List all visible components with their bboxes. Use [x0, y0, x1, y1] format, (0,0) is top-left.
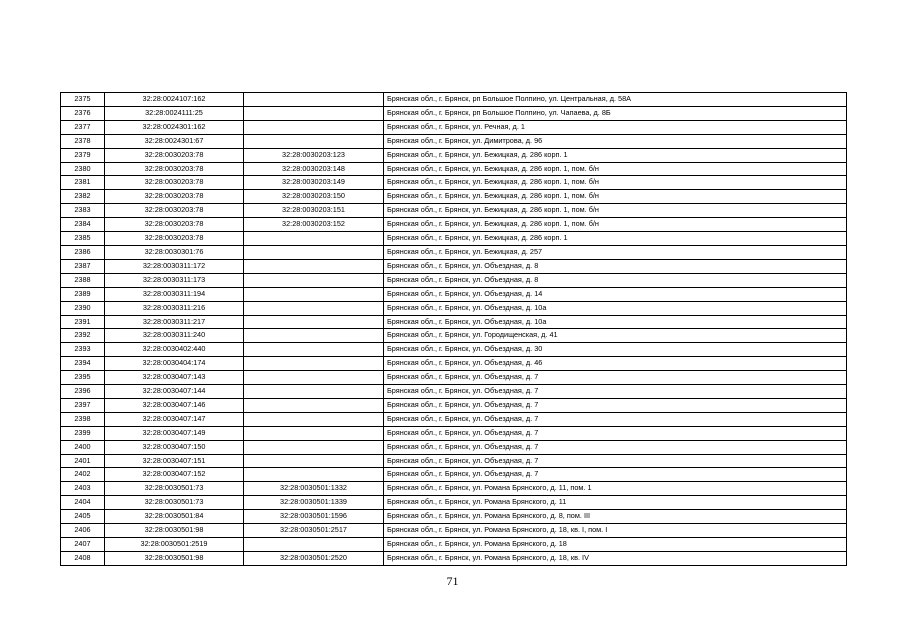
- row-number-cell: 2387: [61, 259, 105, 273]
- land-cadastral-number-cell: 32:28:0030203:78: [105, 190, 244, 204]
- table-row: [61, 232, 847, 246]
- land-cadastral-number-cell: 32:28:0030407:152: [105, 468, 244, 482]
- register-table-body: [61, 93, 847, 566]
- row-number-cell: 2396: [61, 385, 105, 399]
- object-cadastral-number-cell: [244, 106, 384, 120]
- object-cadastral-number-cell: [244, 538, 384, 552]
- row-number-cell: 2399: [61, 426, 105, 440]
- address-cell: Брянская обл., г. Брянск, ул. Объездная, д. 10а: [384, 315, 847, 329]
- land-cadastral-number-cell: 32:28:0030203:78: [105, 218, 244, 232]
- object-cadastral-number-cell: 32:28:0030203:149: [244, 176, 384, 190]
- address-cell: Брянская обл., г. Брянск, ул. Бежицкая, д. 286 корп. 1, пом. б/н: [384, 190, 847, 204]
- land-cadastral-number-cell: 32:28:0030501:98: [105, 551, 244, 565]
- land-cadastral-number-cell: 32:28:0030311:216: [105, 301, 244, 315]
- land-cadastral-number-cell: 32:28:0030501:73: [105, 496, 244, 510]
- land-cadastral-number-cell: 32:28:0030301:76: [105, 245, 244, 259]
- object-cadastral-number-cell: [244, 301, 384, 315]
- object-cadastral-number-cell: [244, 93, 384, 107]
- land-cadastral-number-cell: 32:28:0030402:440: [105, 343, 244, 357]
- land-cadastral-number-cell: 32:28:0030404:174: [105, 357, 244, 371]
- land-cadastral-number-cell: 32:28:0030203:78: [105, 232, 244, 246]
- address-cell: Брянская обл., г. Брянск, ул. Бежицкая, д. 286 корп. 1, пом. б/н: [384, 162, 847, 176]
- land-cadastral-number-cell: 32:28:0030203:78: [105, 162, 244, 176]
- address-cell: Брянская обл., г. Брянск, ул. Объездная, д. 7: [384, 371, 847, 385]
- table-row: [61, 204, 847, 218]
- object-cadastral-number-cell: 32:28:0030501:1596: [244, 510, 384, 524]
- table-row: [61, 482, 847, 496]
- table-row: [61, 273, 847, 287]
- object-cadastral-number-cell: 32:28:0030203:150: [244, 190, 384, 204]
- row-number-cell: 2379: [61, 148, 105, 162]
- object-cadastral-number-cell: 32:28:0030501:1339: [244, 496, 384, 510]
- object-cadastral-number-cell: [244, 371, 384, 385]
- land-cadastral-number-cell: 32:28:0030203:78: [105, 148, 244, 162]
- table-row: [61, 385, 847, 399]
- address-cell: Брянская обл., г. Брянск, ул. Бежицкая, д. 286 корп. 1, пом. б/н: [384, 176, 847, 190]
- row-number-cell: 2383: [61, 204, 105, 218]
- address-cell: Брянская обл., г. Брянск, ул. Объездная, д. 7: [384, 385, 847, 399]
- address-cell: Брянская обл., г. Брянск, ул. Бежицкая, д. 257: [384, 245, 847, 259]
- table-row: [61, 551, 847, 565]
- address-cell: Брянская обл., г. Брянск, ул. Романа Брянского, д. 18: [384, 538, 847, 552]
- table-row: [61, 426, 847, 440]
- table-row: [61, 343, 847, 357]
- land-cadastral-number-cell: 32:28:0030501:2519: [105, 538, 244, 552]
- table-row: [61, 454, 847, 468]
- row-number-cell: 2404: [61, 496, 105, 510]
- object-cadastral-number-cell: [244, 245, 384, 259]
- row-number-cell: 2402: [61, 468, 105, 482]
- table-row: [61, 371, 847, 385]
- land-cadastral-number-cell: 32:28:0030407:144: [105, 385, 244, 399]
- table-row: [61, 134, 847, 148]
- object-cadastral-number-cell: [244, 385, 384, 399]
- object-cadastral-number-cell: [244, 454, 384, 468]
- address-cell: Брянская обл., г. Брянск, ул. Объездная, д. 30: [384, 343, 847, 357]
- table-row: [61, 524, 847, 538]
- land-cadastral-number-cell: 32:28:0030311:240: [105, 329, 244, 343]
- row-number-cell: 2385: [61, 232, 105, 246]
- table-row: [61, 412, 847, 426]
- object-cadastral-number-cell: 32:28:0030203:152: [244, 218, 384, 232]
- row-number-cell: 2395: [61, 371, 105, 385]
- object-cadastral-number-cell: [244, 329, 384, 343]
- object-cadastral-number-cell: [244, 440, 384, 454]
- table-row: [61, 538, 847, 552]
- object-cadastral-number-cell: [244, 412, 384, 426]
- table-row: [61, 329, 847, 343]
- table-row: [61, 315, 847, 329]
- land-cadastral-number-cell: 32:28:0030501:84: [105, 510, 244, 524]
- table-row: [61, 245, 847, 259]
- page-number: 71: [446, 574, 459, 588]
- object-cadastral-number-cell: [244, 287, 384, 301]
- address-cell: Брянская обл., г. Брянск, ул. Объездная, д. 14: [384, 287, 847, 301]
- row-number-cell: 2401: [61, 454, 105, 468]
- row-number-cell: 2377: [61, 120, 105, 134]
- address-cell: Брянская обл., г. Брянск, ул. Городищенская, д. 41: [384, 329, 847, 343]
- object-cadastral-number-cell: [244, 232, 384, 246]
- register-table: [60, 92, 847, 566]
- address-cell: Брянская обл., г. Брянск, ул. Бежицкая, д. 286 корп. 1: [384, 148, 847, 162]
- table-row: [61, 93, 847, 107]
- land-cadastral-number-cell: 32:28:0024301:67: [105, 134, 244, 148]
- land-cadastral-number-cell: 32:28:0030311:217: [105, 315, 244, 329]
- row-number-cell: 2405: [61, 510, 105, 524]
- object-cadastral-number-cell: [244, 468, 384, 482]
- object-cadastral-number-cell: [244, 398, 384, 412]
- address-cell: Брянская обл., г. Брянск, рп Большое Полпино, ул. Центральная, д. 58А: [384, 93, 847, 107]
- table-row: [61, 190, 847, 204]
- land-cadastral-number-cell: 32:28:0030407:143: [105, 371, 244, 385]
- row-number-cell: 2375: [61, 93, 105, 107]
- object-cadastral-number-cell: [244, 120, 384, 134]
- row-number-cell: 2382: [61, 190, 105, 204]
- row-number-cell: 2397: [61, 398, 105, 412]
- land-cadastral-number-cell: 32:28:0030407:149: [105, 426, 244, 440]
- table-row: [61, 357, 847, 371]
- address-cell: Брянская обл., г. Брянск, ул. Димитрова, д. 96: [384, 134, 847, 148]
- object-cadastral-number-cell: [244, 273, 384, 287]
- land-cadastral-number-cell: 32:28:0024107:162: [105, 93, 244, 107]
- table-row: [61, 287, 847, 301]
- object-cadastral-number-cell: 32:28:0030203:151: [244, 204, 384, 218]
- row-number-cell: 2386: [61, 245, 105, 259]
- row-number-cell: 2390: [61, 301, 105, 315]
- row-number-cell: 2381: [61, 176, 105, 190]
- address-cell: Брянская обл., г. Брянск, ул. Объездная, д. 10а: [384, 301, 847, 315]
- land-cadastral-number-cell: 32:28:0030203:78: [105, 204, 244, 218]
- address-cell: Брянская обл., г. Брянск, ул. Романа Брянского, д. 18, кв. IV: [384, 551, 847, 565]
- address-cell: Брянская обл., г. Брянск, ул. Бежицкая, д. 286 корп. 1, пом. б/н: [384, 218, 847, 232]
- row-number-cell: 2394: [61, 357, 105, 371]
- table-row: [61, 510, 847, 524]
- table-row: [61, 259, 847, 273]
- object-cadastral-number-cell: [244, 357, 384, 371]
- land-cadastral-number-cell: 32:28:0030407:146: [105, 398, 244, 412]
- table-row: [61, 301, 847, 315]
- row-number-cell: 2407: [61, 538, 105, 552]
- address-cell: Брянская обл., г. Брянск, ул. Романа Брянского, д. 18, кв. I, пом. I: [384, 524, 847, 538]
- object-cadastral-number-cell: [244, 134, 384, 148]
- land-cadastral-number-cell: 32:28:0030501:98: [105, 524, 244, 538]
- object-cadastral-number-cell: [244, 343, 384, 357]
- address-cell: Брянская обл., г. Брянск, ул. Объездная, д. 7: [384, 426, 847, 440]
- table-row: [61, 176, 847, 190]
- table-row: [61, 106, 847, 120]
- table-row: [61, 162, 847, 176]
- object-cadastral-number-cell: [244, 426, 384, 440]
- row-number-cell: 2392: [61, 329, 105, 343]
- table-row: [61, 440, 847, 454]
- address-cell: Брянская обл., г. Брянск, ул. Объездная, д. 7: [384, 398, 847, 412]
- address-cell: Брянская обл., г. Брянск, ул. Объездная, д. 7: [384, 454, 847, 468]
- table-row: [61, 120, 847, 134]
- land-cadastral-number-cell: 32:28:0030311:172: [105, 259, 244, 273]
- land-cadastral-number-cell: 32:28:0030311:173: [105, 273, 244, 287]
- address-cell: Брянская обл., г. Брянск, ул. Бежицкая, д. 286 корп. 1: [384, 232, 847, 246]
- address-cell: Брянская обл., г. Брянск, ул. Романа Брянского, д. 11, пом. 1: [384, 482, 847, 496]
- address-cell: Брянская обл., г. Брянск, ул. Романа Брянского, д. 8, пом. III: [384, 510, 847, 524]
- land-cadastral-number-cell: 32:28:0030407:147: [105, 412, 244, 426]
- row-number-cell: 2376: [61, 106, 105, 120]
- address-cell: Брянская обл., г. Брянск, ул. Объездная, д. 46: [384, 357, 847, 371]
- address-cell: Брянская обл., г. Брянск, ул. Бежицкая, д. 286 корп. 1, пом. б/н: [384, 204, 847, 218]
- address-cell: Брянская обл., г. Брянск, ул. Объездная, д. 8: [384, 259, 847, 273]
- row-number-cell: 2398: [61, 412, 105, 426]
- object-cadastral-number-cell: [244, 315, 384, 329]
- land-cadastral-number-cell: 32:28:0030203:78: [105, 176, 244, 190]
- address-cell: Брянская обл., г. Брянск, ул. Романа Брянского, д. 11: [384, 496, 847, 510]
- object-cadastral-number-cell: 32:28:0030203:148: [244, 162, 384, 176]
- table-row: [61, 148, 847, 162]
- address-cell: Брянская обл., г. Брянск, ул. Объездная, д. 8: [384, 273, 847, 287]
- table-row: [61, 398, 847, 412]
- row-number-cell: 2400: [61, 440, 105, 454]
- row-number-cell: 2408: [61, 551, 105, 565]
- land-cadastral-number-cell: 32:28:0024301:162: [105, 120, 244, 134]
- land-cadastral-number-cell: 32:28:0024111:25: [105, 106, 244, 120]
- object-cadastral-number-cell: 32:28:0030501:1332: [244, 482, 384, 496]
- object-cadastral-number-cell: 32:28:0030501:2520: [244, 551, 384, 565]
- address-cell: Брянская обл., г. Брянск, ул. Объездная, д. 7: [384, 468, 847, 482]
- table-row: [61, 468, 847, 482]
- land-cadastral-number-cell: 32:28:0030501:73: [105, 482, 244, 496]
- row-number-cell: 2403: [61, 482, 105, 496]
- row-number-cell: 2378: [61, 134, 105, 148]
- row-number-cell: 2393: [61, 343, 105, 357]
- row-number-cell: 2406: [61, 524, 105, 538]
- object-cadastral-number-cell: [244, 259, 384, 273]
- row-number-cell: 2389: [61, 287, 105, 301]
- address-cell: Брянская обл., г. Брянск, ул. Речная, д. 1: [384, 120, 847, 134]
- row-number-cell: 2380: [61, 162, 105, 176]
- address-cell: Брянская обл., г. Брянск, рп Большое Полпино, ул. Чапаева, д. 8Б: [384, 106, 847, 120]
- row-number-cell: 2384: [61, 218, 105, 232]
- address-cell: Брянская обл., г. Брянск, ул. Объездная, д. 7: [384, 440, 847, 454]
- row-number-cell: 2391: [61, 315, 105, 329]
- object-cadastral-number-cell: 32:28:0030501:2517: [244, 524, 384, 538]
- land-cadastral-number-cell: 32:28:0030407:150: [105, 440, 244, 454]
- table-row: [61, 218, 847, 232]
- address-cell: Брянская обл., г. Брянск, ул. Объездная, д. 7: [384, 412, 847, 426]
- land-cadastral-number-cell: 32:28:0030407:151: [105, 454, 244, 468]
- table-row: [61, 496, 847, 510]
- object-cadastral-number-cell: 32:28:0030203:123: [244, 148, 384, 162]
- land-cadastral-number-cell: 32:28:0030311:194: [105, 287, 244, 301]
- row-number-cell: 2388: [61, 273, 105, 287]
